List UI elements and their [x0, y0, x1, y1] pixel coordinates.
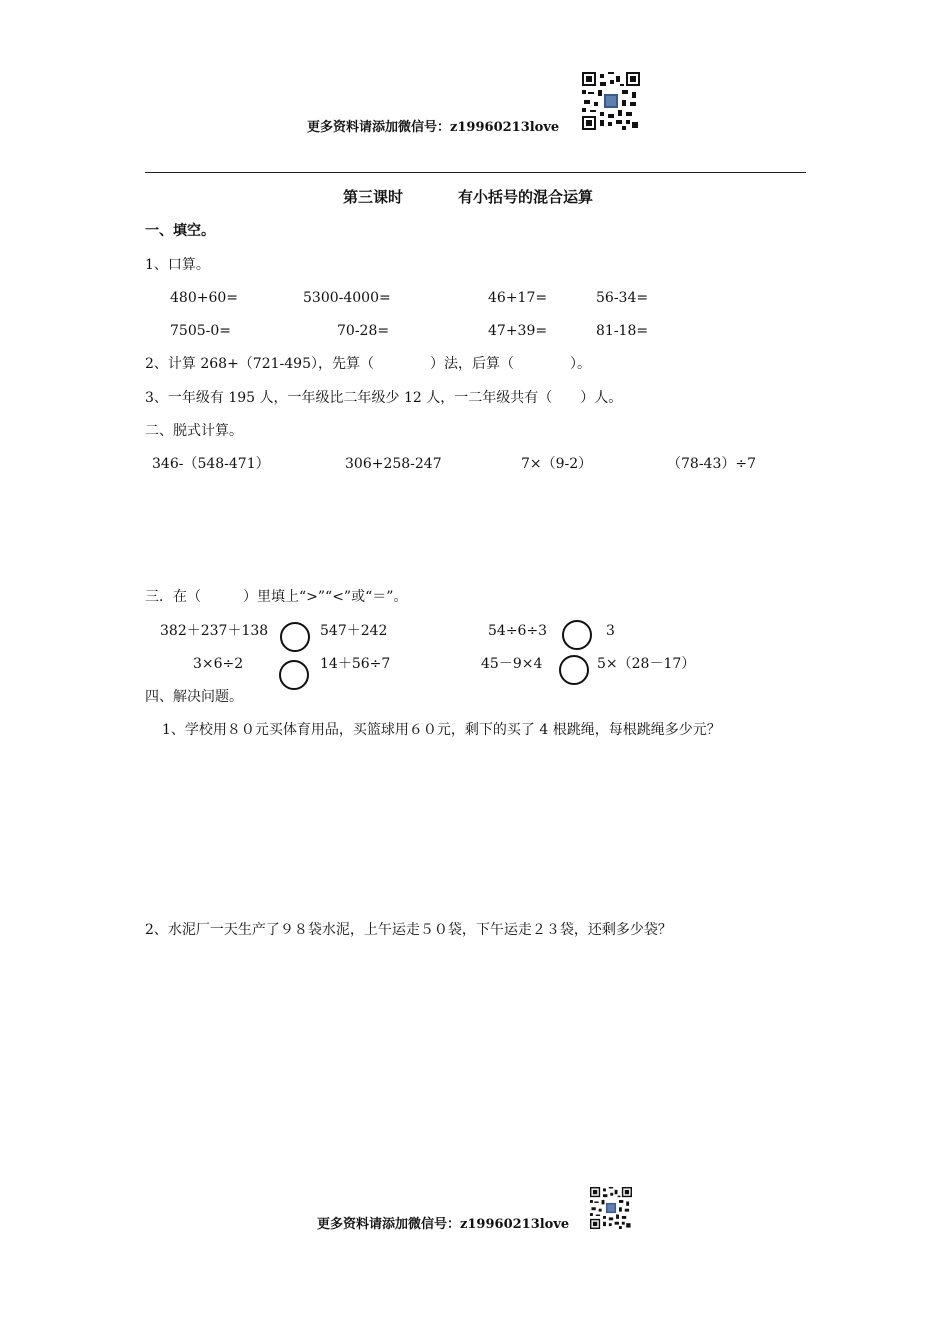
- word-problem-2: 2、水泥厂一天生产了９８袋水泥，上午运走５０袋，下午运走２３袋，还剩多少袋？: [145, 922, 672, 938]
- oral-calc-item: 81-18=: [596, 323, 649, 339]
- step-calc-item: 306+258-247: [345, 456, 442, 472]
- section4-heading: 四、解决问题。: [145, 689, 243, 705]
- q2-text: 2、计算 268+（721-495），先算（ ）法，后算（ ）。: [145, 356, 591, 372]
- oral-calc-item: 70-28=: [337, 323, 390, 339]
- compare-answer-circle[interactable]: [280, 622, 310, 652]
- compare-left-expr: 3×6÷2: [193, 656, 244, 672]
- step-calc-item: 7×（9-2）: [521, 456, 593, 472]
- q1-label: 1、口算。: [145, 257, 210, 273]
- compare-left-expr: 54÷6÷3: [488, 623, 548, 639]
- oral-calc-item: 47+39=: [488, 323, 548, 339]
- q3-text: 3、一年级有 195 人，一年级比二年级少 12 人，一二年级共有（ ）人。: [145, 390, 623, 406]
- compare-answer-circle[interactable]: [559, 655, 589, 685]
- compare-left-expr: 382＋237＋138: [160, 623, 269, 639]
- oral-calc-item: 7505-0=: [170, 323, 231, 339]
- word-problem-1: 1、学校用８０元买体育用品，买篮球用６０元，剩下的买了 4 根跳绳，每根跳绳多少元？: [162, 722, 721, 738]
- qr-code-icon: [590, 1187, 632, 1229]
- compare-left-expr: 45－9×4: [481, 656, 543, 672]
- section1-heading: 一、填空。: [145, 223, 215, 239]
- lesson-number: 第三课时: [343, 188, 404, 206]
- compare-right-expr: 5×（28－17）: [597, 656, 696, 672]
- header-divider: [145, 172, 806, 173]
- compare-answer-circle[interactable]: [279, 660, 309, 690]
- compare-right-expr: 3: [606, 623, 615, 639]
- section3-heading: 三．在（ ）里填上“>”“<”或“＝”。: [145, 589, 408, 605]
- qr-code-icon: [582, 72, 640, 130]
- footer-wechat-note: 更多资料请添加微信号：z19960213love: [317, 1217, 570, 1232]
- compare-right-expr: 14＋56÷7: [320, 656, 391, 672]
- oral-calc-item: 480+60=: [170, 290, 238, 306]
- oral-calc-item: 5300-4000=: [303, 290, 391, 306]
- step-calc-item: 346-（548-471）: [152, 456, 270, 472]
- header-wechat-note: 更多资料请添加微信号：z19960213love: [307, 120, 560, 135]
- compare-right-expr: 547＋242: [320, 623, 388, 639]
- oral-calc-item: 56-34=: [596, 290, 649, 306]
- compare-answer-circle[interactable]: [562, 620, 592, 650]
- oral-calc-item: 46+17=: [488, 290, 548, 306]
- lesson-topic: 有小括号的混合运算: [458, 188, 594, 206]
- section2-heading: 二、脱式计算。: [145, 423, 243, 439]
- step-calc-item: （78-43）÷7: [667, 456, 756, 472]
